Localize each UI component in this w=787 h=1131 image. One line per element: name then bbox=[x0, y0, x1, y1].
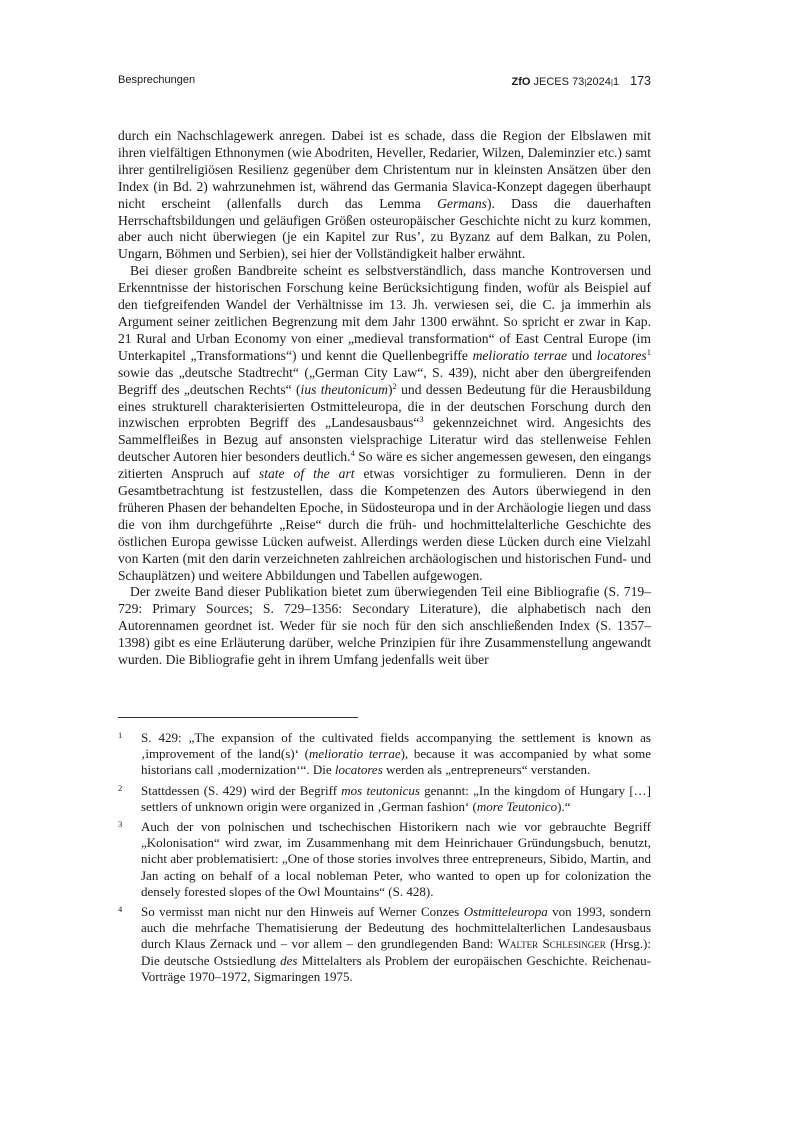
italic-text: des bbox=[280, 952, 298, 968]
body-text bbox=[118, 128, 651, 669]
italic-text: locatores bbox=[334, 762, 383, 778]
text-run: ), because it was accompanied by what some historians call ‚modernization‘“. Die bbox=[141, 746, 652, 778]
year-number: 2024 bbox=[586, 76, 611, 88]
paragraph bbox=[118, 128, 651, 263]
text-run: S. 429: „The expansion of the cultivated fields accompanying the settlement is known as ‚improvement of the land(s)‘ ( bbox=[141, 730, 651, 762]
footnote-number: 4 bbox=[118, 904, 123, 915]
text-run: und dessen Bedeutung für die Herausbildung eines strukturell charakterisierten Ostmitteleuropa, die in der deutschen Forschung durch den inzwischen erprobten Begriff des „Landesausbaus“ bbox=[118, 381, 651, 431]
footnote-ref: 3 bbox=[419, 414, 424, 425]
text-run: und bbox=[567, 347, 597, 363]
text-run: ) bbox=[387, 381, 393, 397]
footnote-ref: 4 bbox=[350, 448, 355, 459]
text-run: etwas vorsichtiger zu formulieren. Denn in der Gesamtbetrachtung ist festzustellen, dass die Kompetenzen des Autors überwiegend in den früheren Phasen der behandelten Epoche, in Südosteuropa und in der Archäologie liegen und dass die von ihm durchgeführte „Reise“ durch die früh- und hochmittelalterliche Geschichte des östlichen Europa gewisse Lücken aufweist. Allerdings werden diese Lücken durch eine Vielzahl von Karten (mit den darin verzeichneten zahlreichen archäologischen und historischen Fund- und Schauplätzen) und weitere Abbildungen und Tabellen aufgewogen. bbox=[118, 466, 651, 583]
text-run: (Hrsg.): Die deutsche Ostsiedlung bbox=[141, 936, 651, 968]
italic-text: Ostmitteleuropa bbox=[463, 904, 548, 920]
footnote bbox=[118, 783, 651, 815]
text-run: gekennzeichnet wird. Angesichts des Sammelfleißes in Bezug auf ansonsten vielsprachige Literatur wird das stellenweise Fehlen deutscher Autoren hier besonders deutlich. bbox=[118, 415, 651, 465]
text-run: ).“ bbox=[557, 798, 571, 814]
footnote-rule bbox=[118, 717, 358, 718]
page-number: 173 bbox=[630, 74, 651, 88]
italic-text: melioratio terrae bbox=[308, 746, 401, 762]
journal-abbrev: ZfO bbox=[511, 76, 531, 88]
italic-text: state of the art bbox=[258, 466, 355, 482]
footnote-number: 1 bbox=[118, 730, 123, 740]
footnote-number: 3 bbox=[118, 819, 123, 830]
text-run: Bei dieser großen Bandbreite scheint es selbstverständlich, dass manche Kontroversen und Erkenntnisse der historischen Forschung keine Berücksichtigung finden, wofür als Beispiel auf den tiefgreifenden Wandel der Verhältnisse im 13. Jh. verwiesen sei, die C. ja immerhin als Argument seiner zeitlichen Begrenzung mit dem Jahr 1300 erwähnt. So spricht er zwar in Kap. 21 Rural and Urban Economy von einer „medieval transformation“ of East Central Europe (im Unterkapitel „Transformations“) und kennt die Quellenbegriffe bbox=[118, 263, 651, 363]
section-label: Besprechungen bbox=[118, 74, 196, 86]
paragraph bbox=[118, 584, 651, 669]
footnote bbox=[118, 904, 651, 985]
journal-info bbox=[512, 74, 651, 88]
text-run: So wäre es sicher angemessen gewesen, den eingangs zitierten Anspruch auf bbox=[118, 449, 651, 482]
text-run: durch ein Nachschlagewerk anregen. Dabei ist es schade, dass die Region der Elbslawen mit ihren vielfältigen Ethnonymen (wie Abodriten, Heveller, Redarier, Wilzen, Daleminzier etc.) samt ihrer gentilreligiösen Resilienz gegenüber dem Christentum nur in kleinsten Ansätzen über den Index (in Bd. 2) wahrzunehmen ist, während das Germania Slavica-Konzept dagegen überhaupt nicht erscheint (allenfalls durch das Lemma bbox=[118, 128, 651, 211]
italic-text: more Teutonico bbox=[476, 798, 558, 814]
separator-1: | bbox=[584, 78, 587, 87]
italic-text: mos teutonicus bbox=[341, 782, 420, 798]
separator-2: | bbox=[610, 78, 613, 87]
footnote-number: 2 bbox=[118, 782, 123, 793]
journal-jeces: JECES bbox=[533, 76, 569, 88]
text-run: genannt: „In the kingdom of Hungary […] settlers of unknown origin were organized in ‚German fashion‘ ( bbox=[141, 782, 651, 814]
text-run: Stattdessen (S. 429) wird der Begriff bbox=[141, 782, 342, 798]
footnote bbox=[118, 819, 651, 900]
paragraph bbox=[118, 263, 651, 584]
italic-text: ius theutonicum bbox=[300, 381, 388, 397]
volume-number: 73 bbox=[572, 76, 585, 88]
footnotes bbox=[118, 730, 651, 989]
text-run: von 1993, sondern auch die mehrfache Thematisierung der Bedeutung des hochmittelalterlichen Landesausbaus durch Klaus Zernack und – vor allem – den grundlegenden Band: bbox=[141, 904, 651, 952]
italic-text: melioratio terrae bbox=[472, 347, 568, 363]
italic-text: Germans bbox=[437, 195, 487, 211]
text-run: ). Dass die dauerhaften Herrschaftsbildungen und geläufigen Größen osteuropäischer Geschichte nicht zu kurz kommen, aber auch nicht überwiegen (je ein Kapitel zur Rus’, zu Byzanz auf dem Balkan, zu Polen, Ungarn, Böhmen und Serbien), sei hier der Vollständigkeit halber erwähnt. bbox=[118, 195, 652, 262]
running-header bbox=[118, 74, 651, 90]
text-run: So vermisst man nicht nur den Hinweis auf Werner Conzes bbox=[141, 904, 464, 920]
italic-text: locatores bbox=[596, 347, 647, 363]
text-run: Der zweite Band dieser Publikation bietet zum überwiegenden Teil eine Bibliografie (S. 719–729: Primary Sources; S. 729–1356: Secondary Literature), die alphabetisch nach den Autorennamen geordnet ist. Weder für sie noch für den sich anschließenden Index (S. 1357–1398) gibt es eine Erläuterung darüber, welche Prinzipien für ihre Zusammenstellung angewandt wurden. Die Bibliografie geht in ihrem Umfang jedenfalls weit über bbox=[118, 584, 651, 668]
author-name: Walter Schlesinger bbox=[497, 936, 606, 952]
footnote-ref: 2 bbox=[392, 380, 397, 391]
text-run: Mittelalters als Problem der europäischen Geschichte. Reichenau-Vorträge 1970–1972, Sigmaringen 1975. bbox=[141, 952, 651, 984]
footnote bbox=[118, 730, 651, 779]
text-run: sowie das „deutsche Stadtrecht“ („German City Law“, S. 439), nicht aber den übergreifenden Begriff des „deutschen Rechts“ ( bbox=[118, 364, 651, 397]
text-run: Auch der von polnischen und tschechischen Historikern nach wie vor gebrauchte Begriff „Kolonisation“ wird zwar, im Zusammenhang mit dem Heinrichauer Gründungsbuch, benutzt, nicht aber problematisiert: „One of those stories involves three entrepreneurs, Sibido, Martin, and Jan acting on behalf of a local nobleman Peter, who wanted to open up for colonization the densely forested slopes of the Owl Mountains“ (S. 428). bbox=[141, 819, 651, 899]
footnote-ref: 1 bbox=[646, 346, 651, 357]
issue-number: 1 bbox=[612, 76, 620, 88]
text-run: werden als „entrepreneurs“ verstanden. bbox=[382, 762, 591, 778]
